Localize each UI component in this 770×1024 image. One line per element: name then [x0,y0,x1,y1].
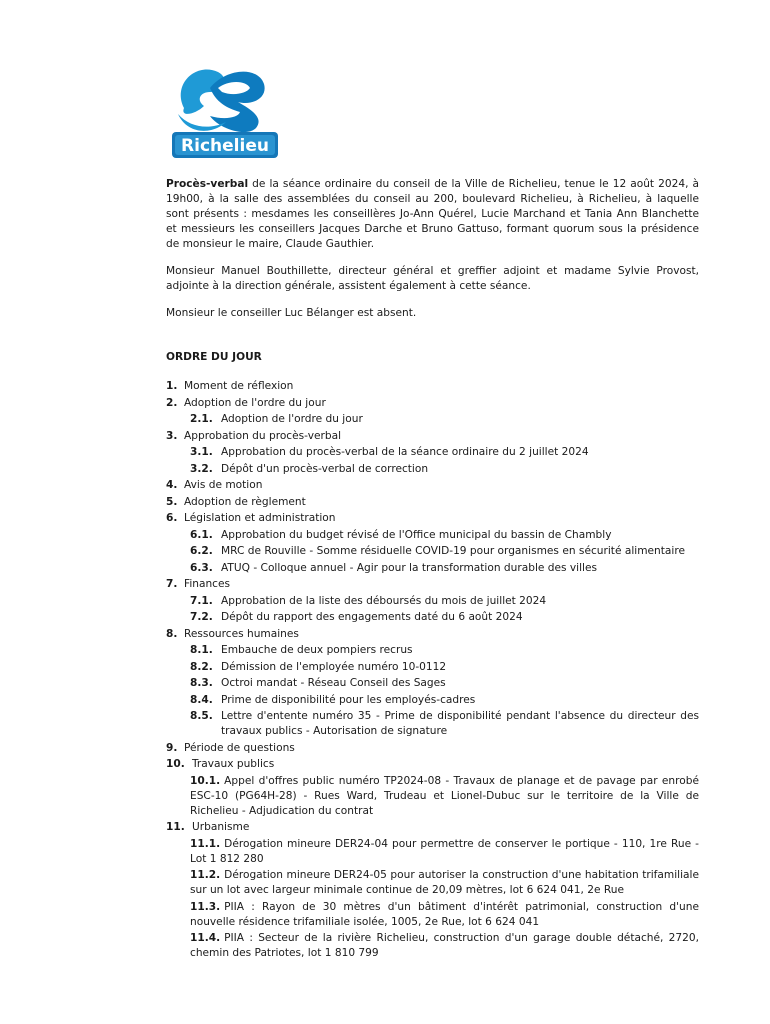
agenda-item-label: Moment de réflexion [184,380,294,392]
agenda-item-number: 5. [166,495,178,508]
agenda-item-number: 1. [166,380,178,392]
agenda-subitem [166,462,699,477]
agenda-subitem-label: MRC de Rouville - Somme résiduelle COVID-19 pour organismes en sécurité alimentaire [221,545,685,557]
richelieu-logo [166,58,284,162]
agenda-item-number: 2. [166,396,178,409]
agenda-subitem-label: Octroi mandat - Réseau Conseil des Sages [221,677,446,689]
agenda-item-label: Approbation du procès-verbal [184,429,342,442]
agenda-item [166,478,699,493]
agenda-subitem [166,544,699,559]
agenda-item-label: Travaux publics [192,758,275,770]
agenda-item [166,379,699,394]
agenda-subitem-number: 6.1. [190,528,213,541]
agenda-subitem [166,774,699,819]
agenda-subitem-label: Dépôt du rapport des engagements daté du 6 août 2024 [221,611,523,623]
agenda-item [166,757,699,772]
agenda-subitem-number: 8.5. [190,710,213,722]
agenda-subitem-number: 7.2. [190,611,213,623]
agenda-subitem-number: 3.1. [190,446,213,458]
agenda-subitem [166,561,699,576]
agenda-subitem [166,610,699,625]
agenda-item [166,429,699,444]
agenda-subitem [166,709,699,739]
absence-paragraph: Monsieur le conseiller Luc Bélanger est absent. [166,307,417,319]
agenda-subitem [166,643,699,658]
agenda-subitem-label: Appel d'offres public numéro TP2024-08 - Travaux de planage et de pavage par enrobé ESC-10 (PG64H-28) - Rues Ward, Trudeau et Lionel-Dubuc sur le territoire de la Ville de Richelieu - Adjudication du contrat [190,774,699,817]
agenda-item [166,820,699,835]
agenda-subitem [166,412,699,427]
agenda-subitem-label: Lettre d'entente numéro 35 - Prime de disponibilité pendant l'absence du directeur des travaux publics - Autorisation de signature [221,710,699,737]
agenda-subitem-number: 11.3. [190,900,221,913]
agenda-item-label: Adoption de règlement [184,495,306,508]
intro-paragraph [166,177,699,252]
agenda-subitem-label: Embauche de deux pompiers recrus [221,644,413,656]
agenda-subitem [166,594,699,609]
agenda-title: ORDRE DU JOUR [166,351,262,363]
agenda-subitem [166,837,699,867]
agenda-subitem [166,931,699,961]
agenda-item-number: 10. [166,758,185,770]
agenda-item-label: Période de questions [184,741,295,754]
agenda-subitem [166,900,699,930]
agenda-item-number: 6. [166,512,178,524]
agenda-item-number: 9. [166,741,178,754]
agenda-subitem-number: 11.1. [190,837,221,850]
agenda-item-number: 3. [166,429,178,442]
logo-text: Richelieu [181,136,269,156]
agenda-subitem-label: PIIA : Rayon de 30 mètres d'un bâtiment d'intérêt patrimonial, construction d'une nouvelle résidence trifamiliale isolée, 1005, 2e Rue, lot 6 624 041 [190,900,699,928]
agenda-subitem-label: Dérogation mineure DER24-04 pour permettre de conserver le portique - 110, 1re Rue - Lot 1 812 280 [190,837,699,865]
agenda-subitem-number: 10.1. [190,774,221,787]
intro-text: de la séance ordinaire du conseil de la Ville de Richelieu, tenue le 12 août 2024, à 19h00, à la salle des assemblées du conseil au 200, boulevard Richelieu, à Richelieu, à laquelle sont présents : mesdames les conseillères Jo-Ann Quérel, Lucie Marchand et Tania Ann Blanchette et messieurs les conseillers Jacques Darche et Bruno Gattuso, formant quorum sous la présidence de monsieur le maire, Claude Gauthier. [166,178,699,250]
agenda-subitem [166,660,699,675]
agenda-subitem [166,868,699,898]
agenda-subitem-label: Approbation du procès-verbal de la séance ordinaire du 2 juillet 2024 [221,446,589,458]
agenda-item [166,741,699,756]
agenda-subitem-label: Dépôt d'un procès-verbal de correction [221,462,429,475]
agenda-subitem [166,528,699,543]
agenda-item-label: Ressources humaines [184,627,299,640]
agenda-subitem-label: Démission de l'employée numéro 10-0112 [221,660,447,673]
agenda-item [166,577,699,592]
agenda-subitem-number: 2.1. [190,413,213,425]
agenda-subitem-number: 6.2. [190,545,213,557]
agenda-item-number: 8. [166,627,178,640]
intro-bold: Procès-verbal [166,178,249,190]
agenda-subitem-number: 8.3. [190,677,213,689]
agenda-item-label: Législation et administration [184,512,336,524]
agenda-item [166,511,699,526]
agenda-item [166,627,699,642]
agenda-subitem-number: 11.4. [190,932,221,944]
agenda-subitem-number: 6.3. [190,561,213,574]
agenda-item [166,495,699,510]
agenda-item-number: 4. [166,479,178,491]
agenda-item-label: Avis de motion [184,479,263,491]
agenda-subitem-label: Dérogation mineure DER24-05 pour autoriser la construction d'une habitation trifamiliale sur un lot avec largeur minimale continue de 20,09 mètres, lot 6 624 041, 2e Rue [190,869,699,896]
agenda-subitem-label: Adoption de l'ordre du jour [221,413,363,425]
agenda-item [166,396,699,411]
agenda-subitem-number: 11.2. [190,869,221,881]
agenda-subitem-number: 8.4. [190,693,213,706]
agenda-subitem-number: 8.1. [190,644,213,656]
agenda-subitem [166,693,699,708]
agenda-subitem-number: 3.2. [190,462,213,475]
agenda-subitem-number: 8.2. [190,660,213,673]
agenda-item-number: 7. [166,578,178,590]
agenda-item-label: Finances [184,578,231,590]
agenda-item-label: Urbanisme [192,821,250,833]
agenda-subitem-label: PIIA : Secteur de la rivière Richelieu, construction d'un garage double détaché, 2720, chemin des Patriotes, lot 1 810 799 [190,932,699,959]
agenda-subitem-label: Prime de disponibilité pour les employés-cadres [221,693,476,706]
agenda-subitem [166,676,699,691]
agenda-subitem-number: 7.1. [190,594,213,607]
agenda-subitem-label: Approbation du budget révisé de l'Office municipal du bassin de Chambly [221,528,612,541]
attendance-paragraph: Monsieur Manuel Bouthillette, directeur général et greffier adjoint et madame Sylvie Provost, adjointe à la direction générale, assistent également à cette séance. [166,265,699,292]
agenda-subitem-label: Approbation de la liste des déboursés du mois de juillet 2024 [221,594,547,607]
agenda-subitem [166,445,699,460]
agenda-item-label: Adoption de l'ordre du jour [184,396,326,409]
document-body [166,177,699,963]
agenda-list [166,379,699,961]
agenda-item-number: 11. [166,821,185,833]
agenda-subitem-label: ATUQ - Colloque annuel - Agir pour la transformation durable des villes [221,561,598,574]
